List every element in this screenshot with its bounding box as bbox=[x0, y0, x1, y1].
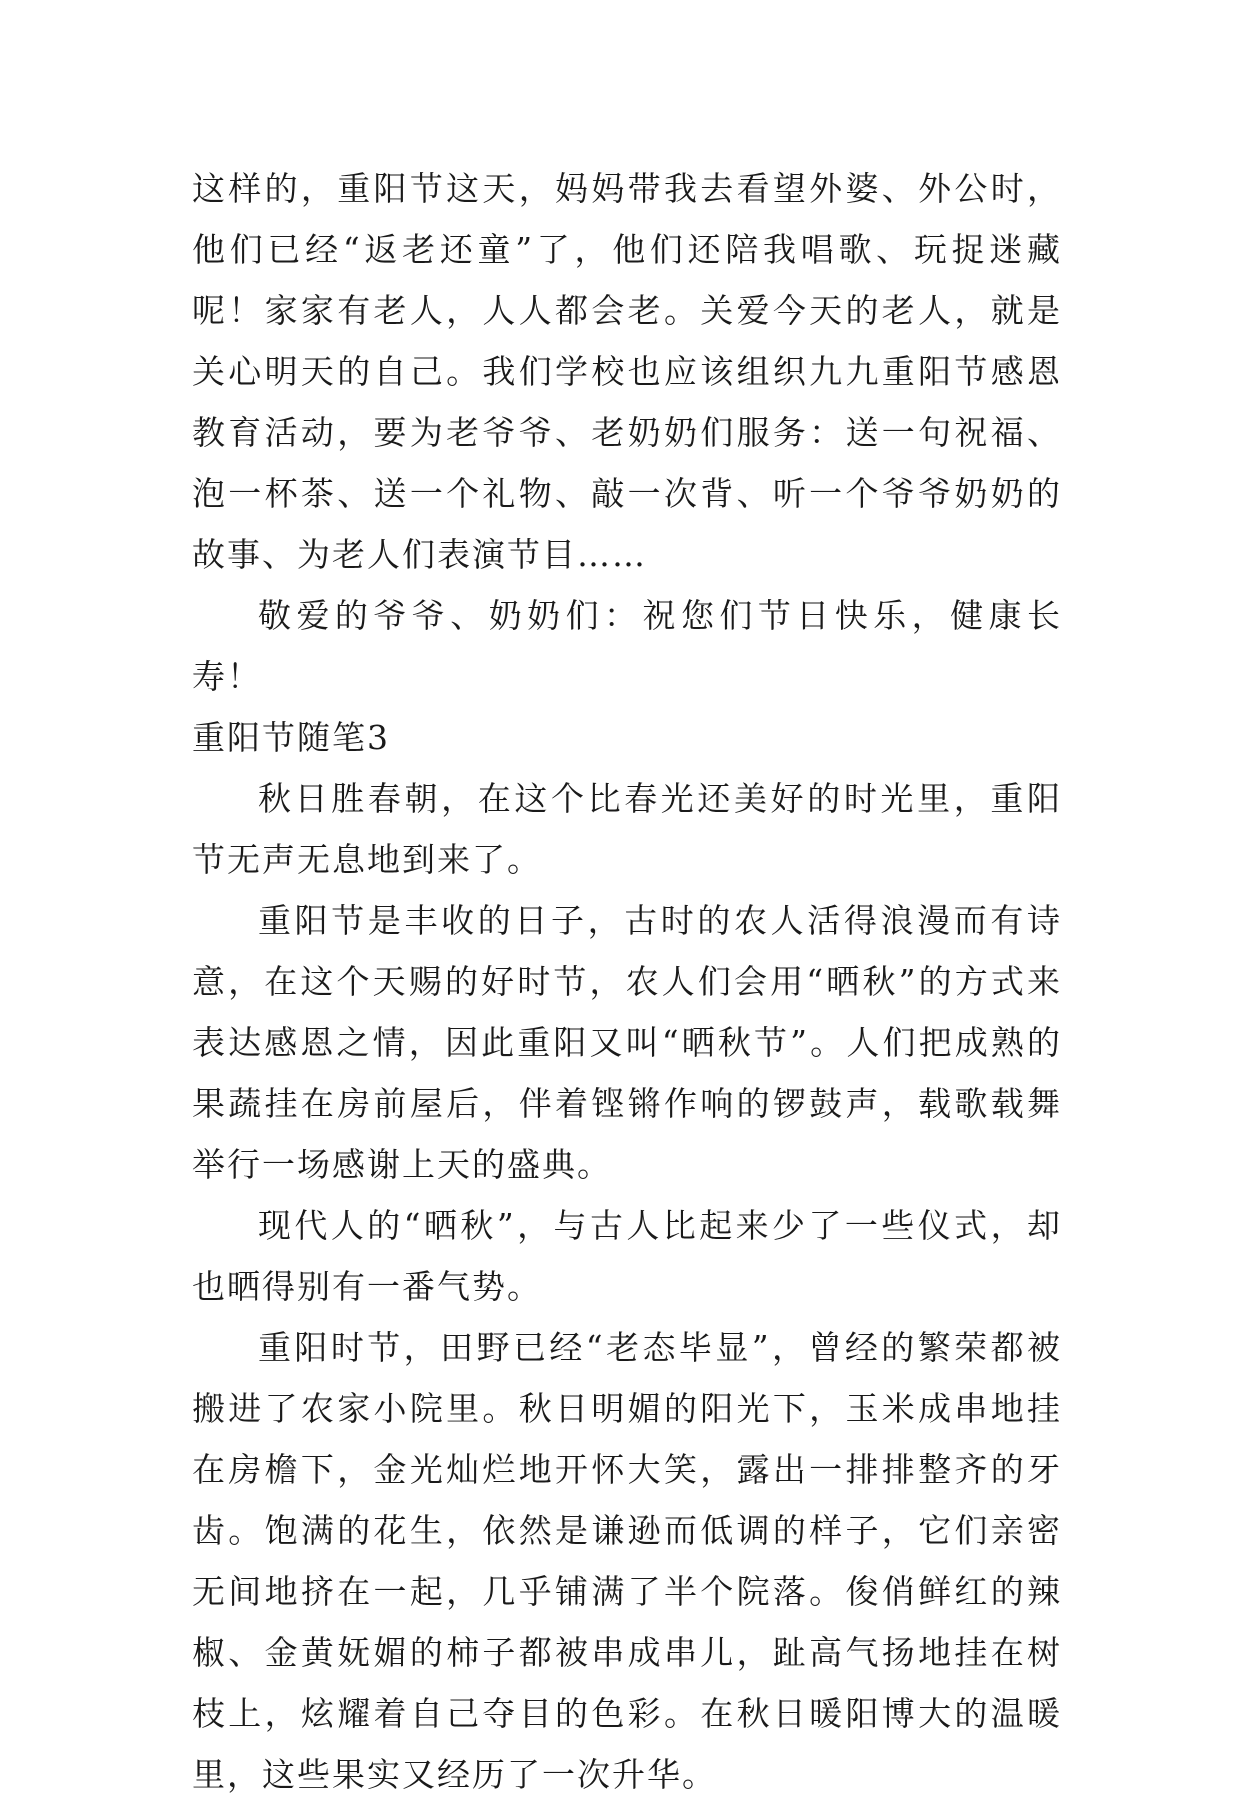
paragraph-blessing: 敬爱的爷爷、奶奶们：祝您们节日快乐，健康长寿！ bbox=[192, 596, 1062, 696]
section-heading: 重阳节随笔3 bbox=[192, 718, 390, 757]
paragraph-fields: 重阳时节，田野已经“老态毕显”，曾经的繁荣都被搬进了农家小院里。秋日明媚的阳光下，玉米成串地挂在房檐下，金光灿烂地开怀大笑，露出一排排整齐的牙齿。饱满的花生，依然是谦逊而低调的样子，它们亲密无间地挤在一起，几乎铺满了半个院落。俊俏鲜红的辣椒、金黄妩媚的柿子都被串成串儿，趾高气扬地挂在树枝上，炫耀着自己夺目的色彩。在秋日暖阳博大的温暖里，这些果实又经历了一次升华。 bbox=[192, 1328, 1062, 1794]
document-body bbox=[192, 158, 1062, 1805]
paragraph-modern: 现代人的“晒秋”，与古人比起来少了一些仪式，却也晒得别有一番气势。 bbox=[192, 1206, 1062, 1306]
paragraph-harvest: 重阳节是丰收的日子，古时的农人活得浪漫而有诗意，在这个天赐的好时节，农人们会用“晒秋”的方式来表达感恩之情，因此重阳又叫“晒秋节”。人们把成熟的果蔬挂在房前屋后，伴着铿锵作响的锣鼓声，载歌载舞举行一场感谢上天的盛典。 bbox=[192, 901, 1062, 1184]
paragraph-continuation: 这样的，重阳节这天，妈妈带我去看望外婆、外公时，他们已经“返老还童”了，他们还陪我唱歌、玩捉迷藏呢！家家有老人，人人都会老。关爱今天的老人，就是关心明天的自己。我们学校也应该组织九九重阳节感恩教育活动，要为老爷爷、老奶奶们服务：送一句祝福、泡一杯茶、送一个礼物、敲一次背、听一个爷爷奶奶的故事、为老人们表演节目…… bbox=[192, 169, 1062, 574]
paragraph-autumn-intro: 秋日胜春朝，在这个比春光还美好的时光里，重阳节无声无息地到来了。 bbox=[192, 779, 1062, 879]
